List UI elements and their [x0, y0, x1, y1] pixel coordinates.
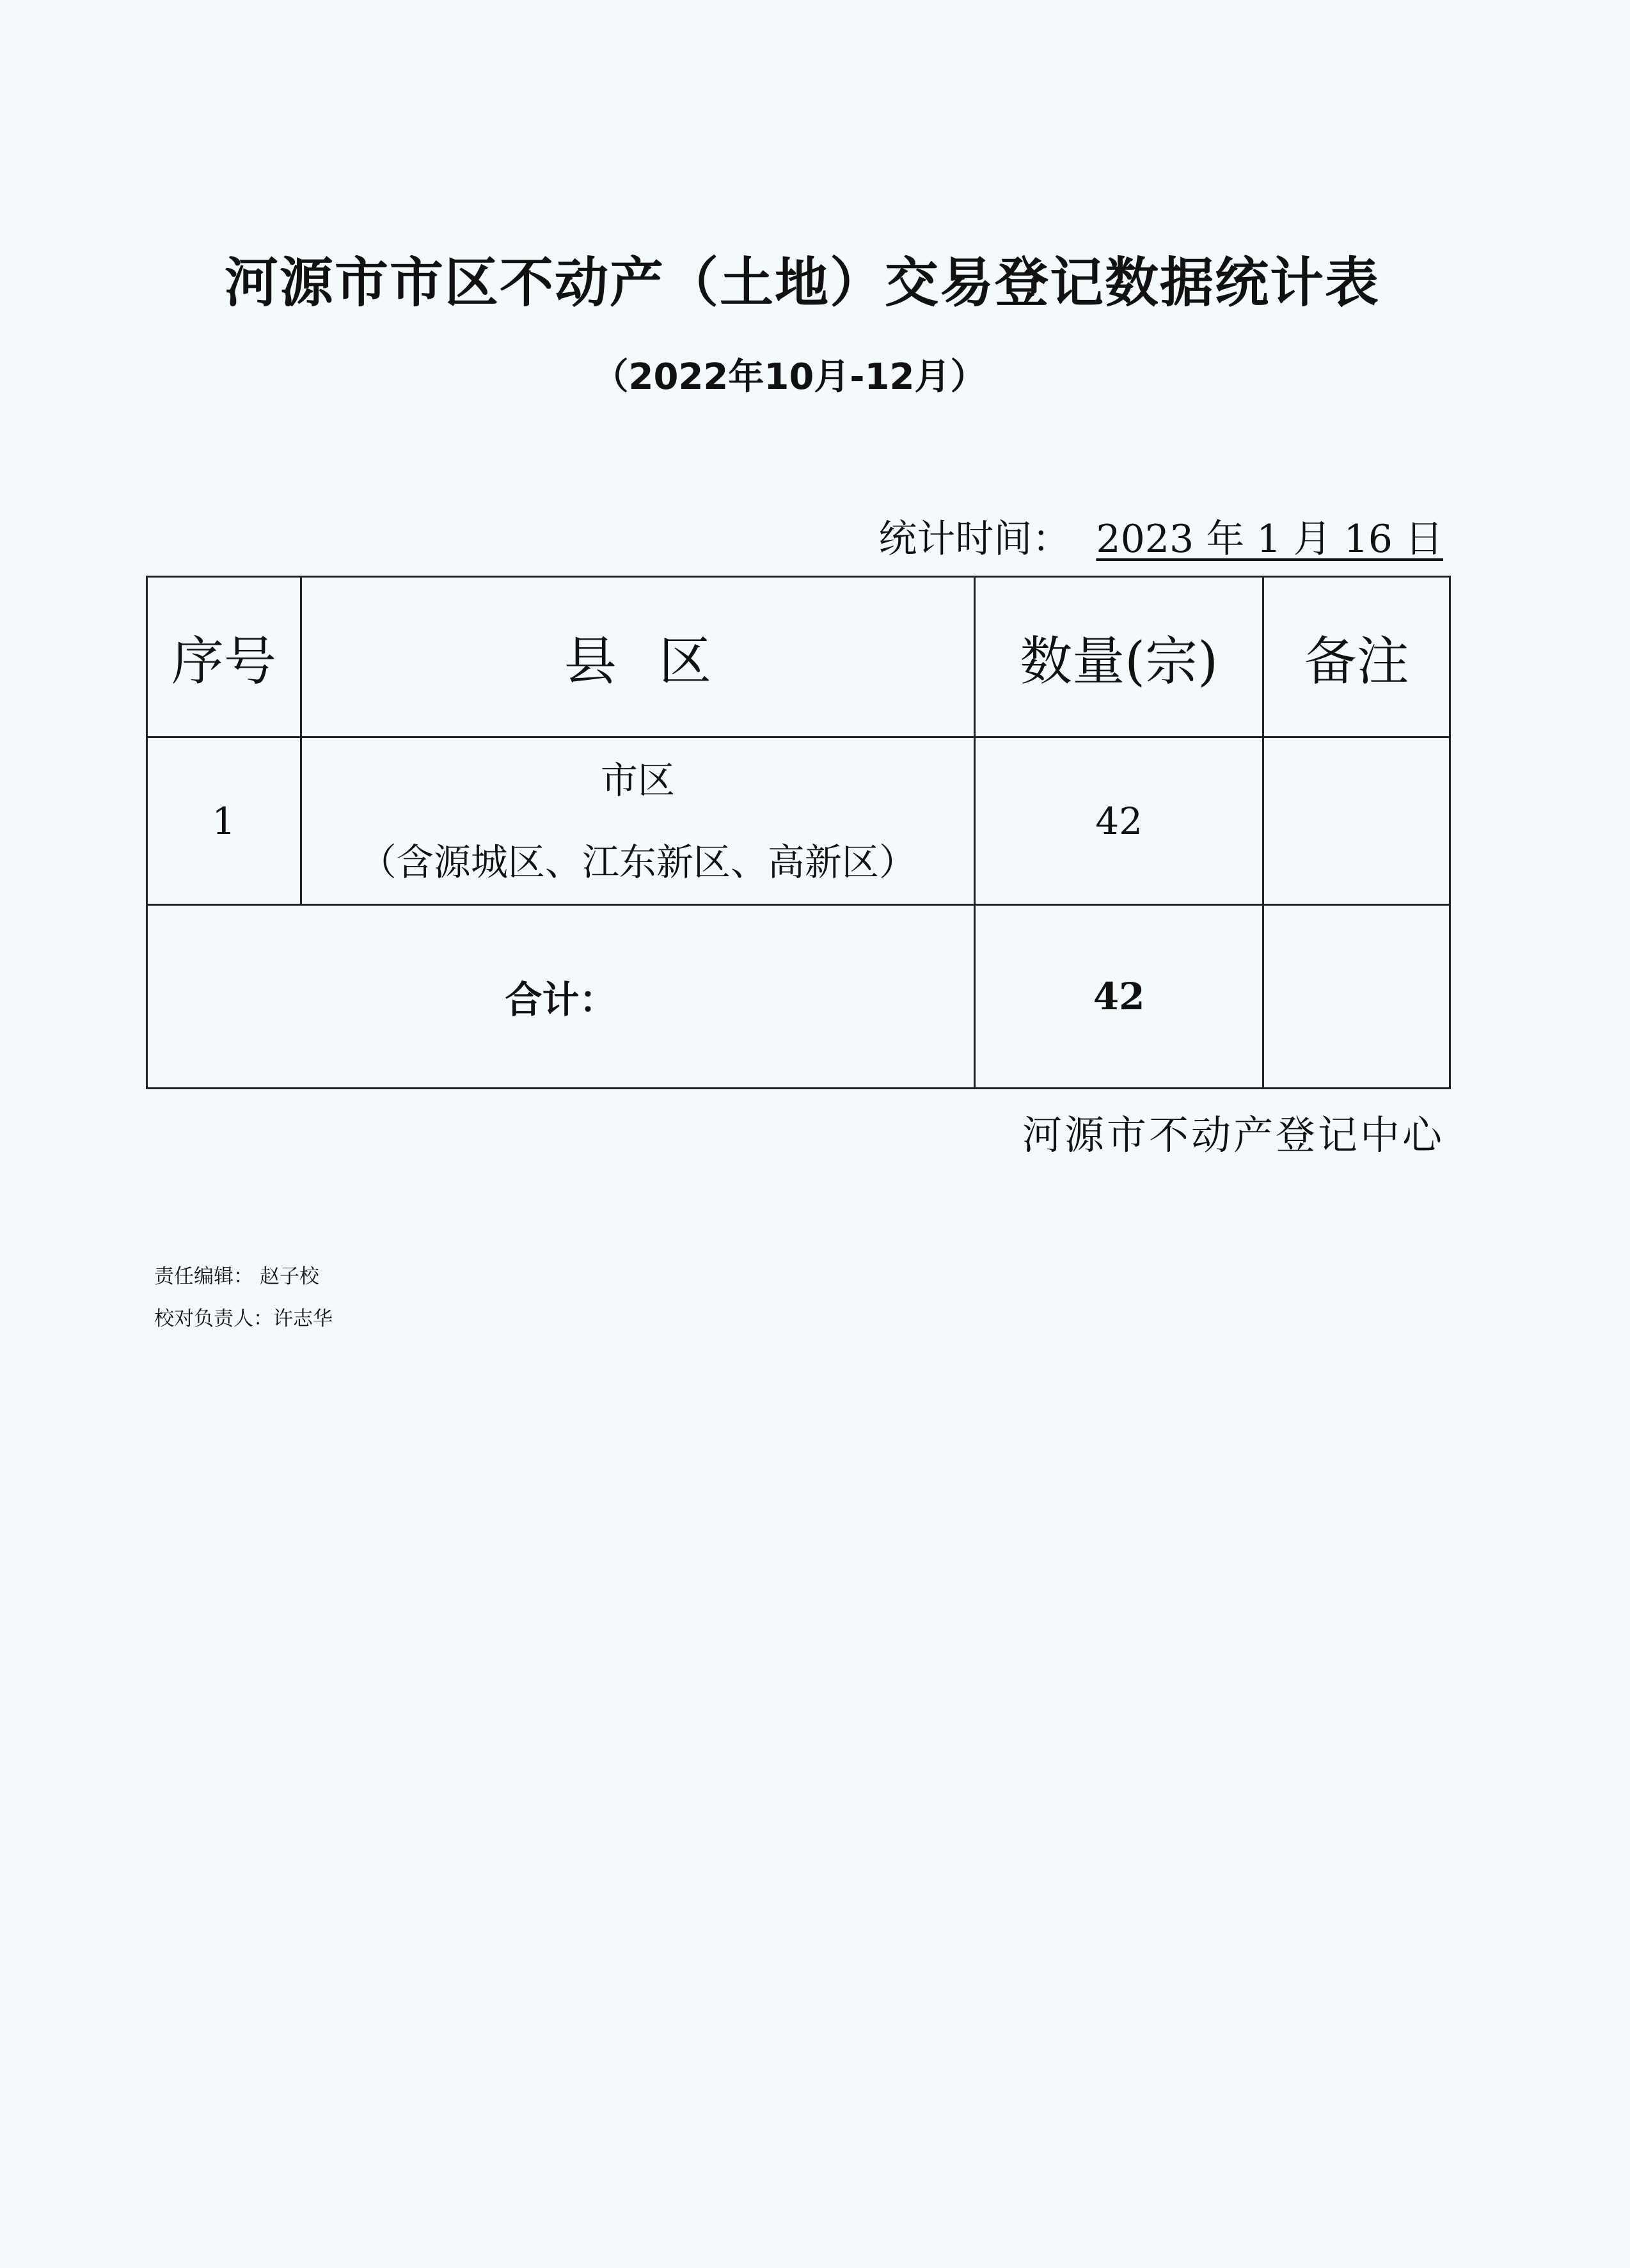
statistics-table	[146, 576, 1451, 1089]
header-remark: 备注	[1263, 577, 1450, 737]
row-index: 1	[147, 737, 301, 905]
total-label: 合计：	[147, 905, 975, 1089]
header-index: 序号	[147, 577, 301, 737]
total-count: 42	[974, 905, 1263, 1089]
statistics-date	[878, 508, 1443, 563]
row-remark	[1263, 737, 1450, 905]
row-district	[301, 737, 974, 905]
table-row	[147, 737, 1450, 905]
date-label: 统计时间：	[878, 517, 1071, 562]
header-count: 数量(宗)	[974, 577, 1263, 737]
period-subtitle: （2022年10月-12月）	[592, 356, 986, 398]
total-row	[147, 905, 1450, 1089]
district-note: （含源城区、江东新区、高新区）	[359, 840, 916, 884]
table-header-row	[147, 577, 1450, 737]
page-title: 河源市市区不动产（土地）交易登记数据统计表	[224, 251, 1380, 314]
row-count: 42	[974, 737, 1263, 905]
issuing-organization: 河源市不动产登记中心	[1022, 1112, 1444, 1158]
district-name: 市区	[600, 758, 675, 802]
date-value: 2023 年 1 月 16 日	[1096, 517, 1443, 562]
proofreader-note: 校对负责人：许志华	[154, 1307, 333, 1330]
total-remark	[1263, 905, 1450, 1089]
editor-note: 责任编辑： 赵子校	[154, 1265, 319, 1288]
header-district: 县 区	[301, 577, 974, 737]
